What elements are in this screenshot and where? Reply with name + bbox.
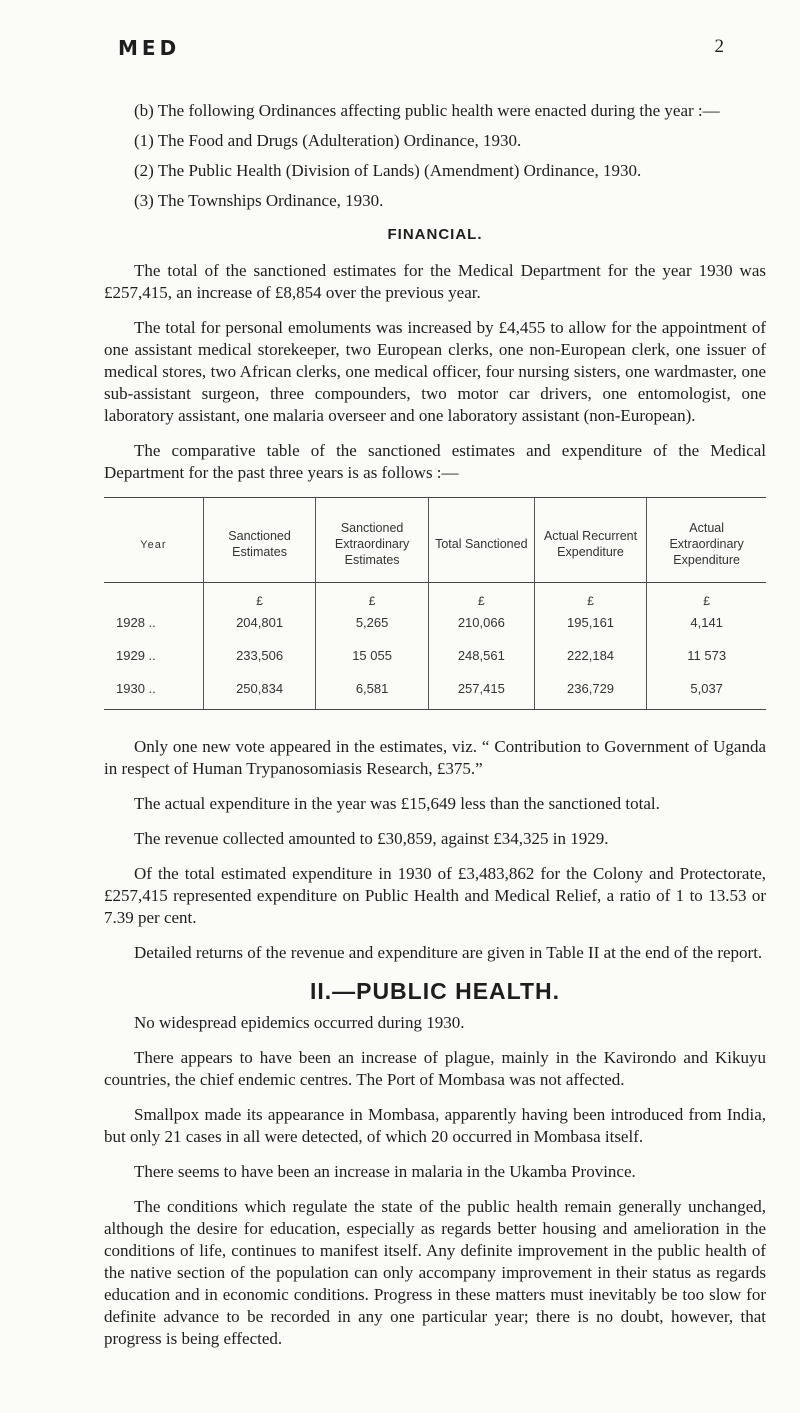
financial-heading: FINANCIAL. xyxy=(387,226,483,243)
ordinance-item: (3) The Townships Ordinance, 1930. xyxy=(134,191,384,210)
table-cell: 6,581 xyxy=(316,673,429,710)
table-cell: 257,415 xyxy=(428,673,534,710)
currency-symbol: £ xyxy=(647,583,766,608)
table-cell: 5,265 xyxy=(316,607,429,640)
currency-row xyxy=(104,583,766,608)
ordinance-item: (1) The Food and Drugs (Adulteration) Ordinance, 1930. xyxy=(134,131,522,150)
table-row xyxy=(104,607,766,640)
column-header: Sanctioned Extraordinary Estimates xyxy=(316,498,429,583)
table-cell xyxy=(104,583,203,608)
paragraph: The revenue collected amounted to £30,859, against £34,325 in 1929. xyxy=(134,829,609,848)
table-cell: 210,066 xyxy=(428,607,534,640)
paragraph: Of the total estimated expenditure in 1930 of £3,483,862 for the Colony and Protectorate, £257,415 represented expenditure on Public Health and Medical Relief, a ratio of 1 to 13.53 or 7.39 per cent. xyxy=(104,864,766,927)
page-body xyxy=(104,100,766,1363)
table-cell: 11 573 xyxy=(647,640,766,673)
currency-symbol: £ xyxy=(203,583,316,608)
public-health-heading: II.—PUBLIC HEALTH. xyxy=(309,978,561,1004)
paragraph: The comparative table of the sanctioned estimates and expenditure of the Medical Department for the past three years is as follows :— xyxy=(104,441,766,482)
running-head: MED xyxy=(118,36,181,60)
table-cell: 15 055 xyxy=(316,640,429,673)
expenditure-table xyxy=(104,497,766,710)
table-cell: 236,729 xyxy=(534,673,647,710)
currency-symbol: £ xyxy=(316,583,429,608)
paragraph: The conditions which regulate the state of the public health remain generally unchanged, although the desire for education, especially as regards better housing and amelioration in the conditions of life, continues to manifest itself. Any definite improvement in the public health of the native section of the population can only accompany improvement in their status as regards education and in economic conditions. Progress in these matters must inevitably be too slow for definite advance to be recorded in any one particular year; there is no doubt, however, that progress is being effected. xyxy=(104,1197,766,1348)
column-header: Actual Recurrent Expenditure xyxy=(534,498,647,583)
table-row xyxy=(104,673,766,710)
paragraph: The actual expenditure in the year was £15,649 less than the sanctioned total. xyxy=(134,794,660,813)
paragraph: Detailed returns of the revenue and expenditure are given in Table II at the end of the report. xyxy=(134,943,763,962)
table-cell: 1930 .. xyxy=(104,673,203,710)
table-cell: 195,161 xyxy=(534,607,647,640)
column-header: Year xyxy=(104,498,203,583)
ordinances-intro: (b) The following Ordinances affecting public health were enacted during the year :— xyxy=(134,101,720,120)
paragraph: There appears to have been an increase of plague, mainly in the Kavirondo and Kikuyu countries, the chief endemic centres. The Port of Mombasa was not affected. xyxy=(104,1048,766,1089)
table-cell: 4,141 xyxy=(647,607,766,640)
table-cell: 5,037 xyxy=(647,673,766,710)
paragraph: Only one new vote appeared in the estimates, viz. “ Contribution to Government of Uganda in respect of Human Trypanosomiasis Research, £375.” xyxy=(104,737,766,778)
column-header: Sanctioned Estimates xyxy=(203,498,316,583)
column-header: Total Sanctioned xyxy=(428,498,534,583)
currency-symbol: £ xyxy=(534,583,647,608)
paragraph: No widespread epidemics occurred during 1930. xyxy=(134,1013,465,1032)
paragraph: The total for personal emoluments was increased by £4,455 to allow for the appointment of one assistant medical storekeeper, two European clerks, one non-European clerk, one issuer of medical stores, two African clerks, one medical officer, four nursing sisters, one wardmaster, one sub-assistant surgeon, three compounders, two motor car drivers, one entomologist, one laboratory assistant, one malaria overseer and one laboratory assistant (non-European). xyxy=(104,318,766,425)
paragraph: There seems to have been an increase in malaria in the Ukamba Province. xyxy=(134,1162,636,1181)
table-cell: 250,834 xyxy=(203,673,316,710)
table-cell: 233,506 xyxy=(203,640,316,673)
currency-symbol: £ xyxy=(428,583,534,608)
table-cell: 248,561 xyxy=(428,640,534,673)
table-cell: 204,801 xyxy=(203,607,316,640)
page-number: 2 xyxy=(714,36,724,57)
table-row xyxy=(104,640,766,673)
ordinance-item: (2) The Public Health (Division of Lands) (Amendment) Ordinance, 1930. xyxy=(134,161,642,180)
ordinances-list xyxy=(104,130,766,212)
table-header-row xyxy=(104,498,766,583)
table-cell: 1928 .. xyxy=(116,615,156,630)
column-header: Actual Extraordinary Expenditure xyxy=(647,498,766,583)
table-cell: 222,184 xyxy=(534,640,647,673)
page-header xyxy=(118,36,752,66)
table-cell: 1929 .. xyxy=(116,648,156,663)
paragraph: Smallpox made its appearance in Mombasa, apparently having been introduced from India, but only 21 cases in all were detected, of which 20 occurred in Mombasa itself. xyxy=(104,1105,766,1146)
paragraph: The total of the sanctioned estimates for the Medical Department for the year 1930 was £257,415, an increase of £8,854 over the previous year. xyxy=(104,261,766,302)
